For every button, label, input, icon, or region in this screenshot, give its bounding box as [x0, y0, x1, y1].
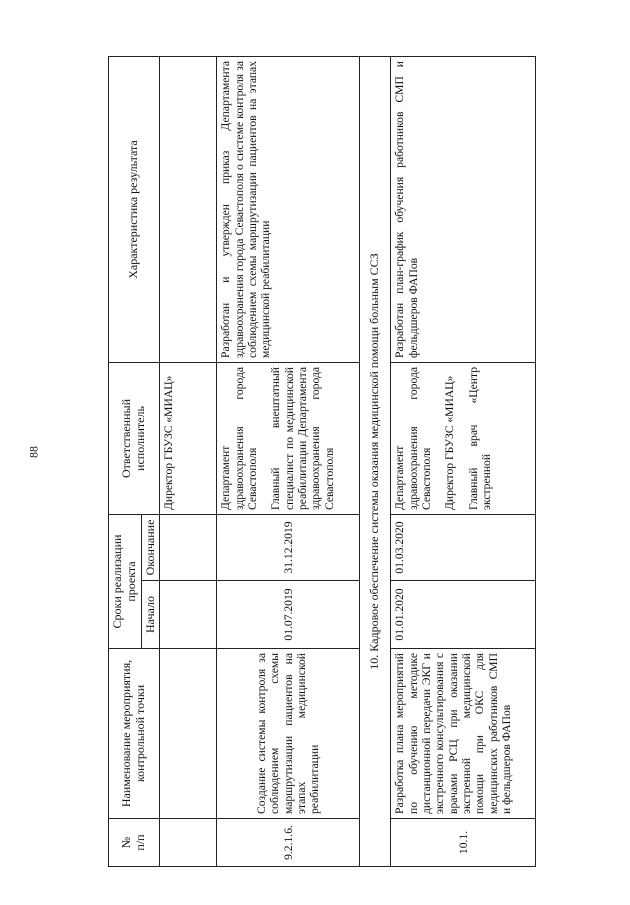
- section-row: [360, 57, 391, 867]
- row-name: Создание системы контроля за соблюдением схемы маршрутизации пациентов на этапах медицинской реабилитации: [217, 649, 360, 819]
- row-number: 9.2.1.6.: [217, 819, 360, 867]
- row-responsible: Департамент здравоохранения города Севастополя Главный внештатный специалист по медицинской реабилитации Департамента здравоохранения города Севастополя: [217, 363, 360, 515]
- row-number: 10.1.: [391, 819, 536, 867]
- header-start: Начало: [141, 581, 160, 649]
- header-end: Окончание: [141, 515, 160, 581]
- header-responsible: Ответственный исполнитель: [109, 363, 160, 515]
- header-result: Характеристика результата: [109, 57, 160, 363]
- row-end: 31.12.2019: [217, 515, 360, 581]
- row-end: 01.03.2020: [391, 515, 536, 581]
- section-title: 10. Кадровое обеспечение системы оказания медицинской помощи больным ССЗ: [360, 57, 391, 867]
- carry-responsible: Директор ГБУЗС «МИАЦ»: [160, 363, 217, 515]
- table-row: [160, 57, 217, 867]
- row-responsible: Департамент здравоохранения города Севастополя Директор ГБУЗС «МИАЦ» Главный врач «Центр экстренной: [391, 363, 536, 515]
- document-sheet: [108, 57, 538, 867]
- table-row: [391, 57, 536, 867]
- page-number: 88: [26, 446, 41, 458]
- table-row: [217, 57, 360, 867]
- row-start: 01.07.2019: [217, 581, 360, 649]
- project-table: [108, 56, 536, 867]
- header-name: Наименование мероприятия, контрольной точки: [109, 649, 160, 819]
- row-result: Разработан план-график обучения работников СМП и фельдшеров ФАПов: [391, 57, 536, 363]
- row-start: 01.01.2020: [391, 581, 536, 649]
- row-name: Разработка плана мероприятий по обучению методике дистанционной передачи ЭКГ и экстренного консультирования с врачами РСЦ при оказании экстренной медицинской помощи при ОКС для медицинских работников СМП и фельдшеров ФАПов: [391, 649, 536, 819]
- header-timeline: Сроки реализации проекта: [109, 515, 142, 649]
- row-result: Разработан и утвержден приказ Департамента здравоохранения города Севастополя о системе контроля за соблюдением схемы маршрутизации пациентов на этапах медицинской реабилитации: [217, 57, 360, 363]
- header-number: № п/п: [109, 819, 160, 867]
